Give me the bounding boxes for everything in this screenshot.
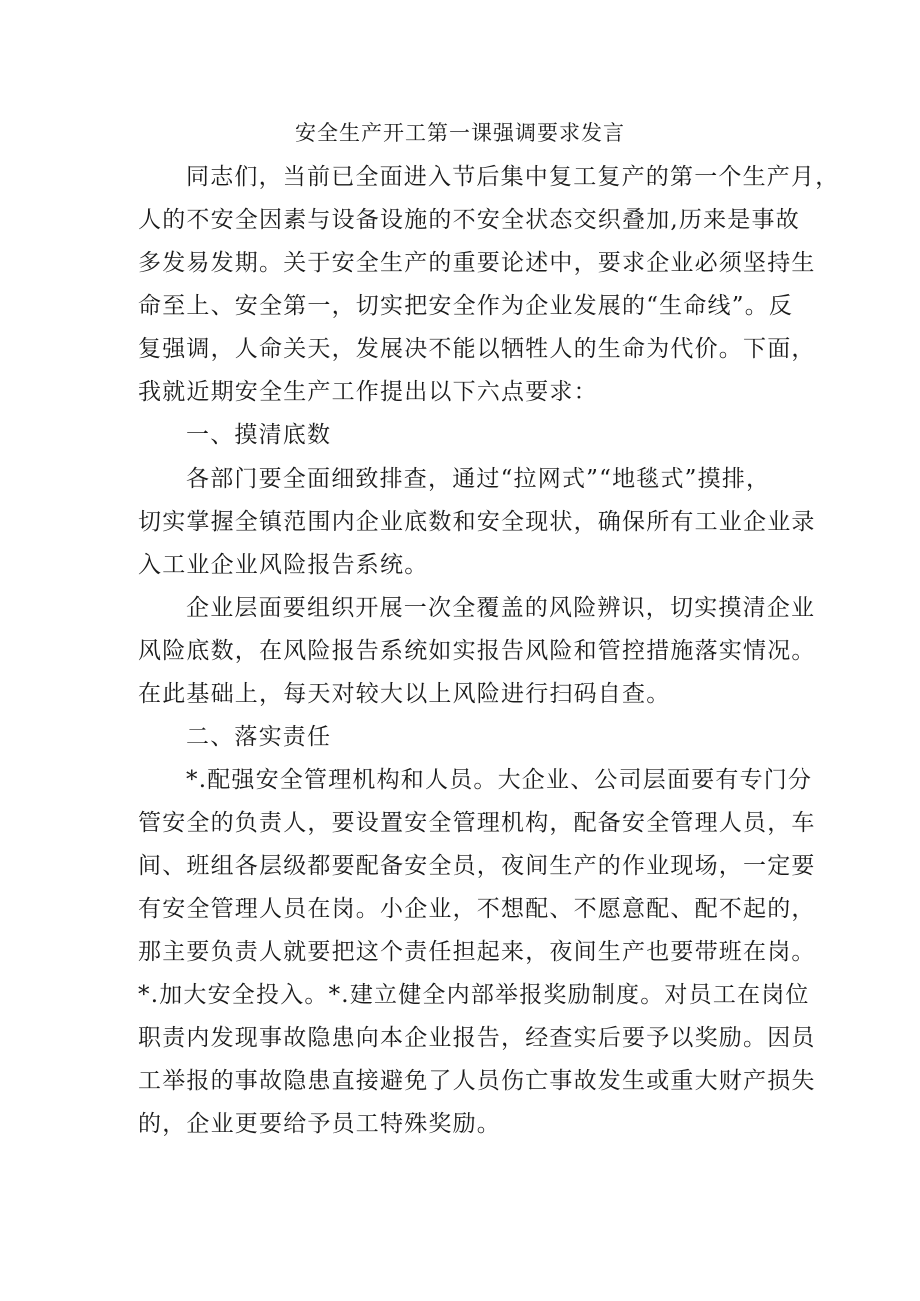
paragraph-line: 那主要负责人就要把这个责任担起来，夜间生产也要带班在岗。 [138,939,816,965]
paragraph-line: 间、班组各层级都要配备安全员，夜间生产的作业现场，一定要 [138,853,816,879]
paragraph-line: 的，企业更要给予员工特殊奖励。 [138,1111,501,1137]
paragraph-line: 复强调，人命关天，发展决不能以牺牲人的生命为代价。下面， [138,336,816,362]
paragraph-line: 企业层面要组织开展一次全覆盖的风险辨识，切实摸清企业 [186,595,816,621]
paragraph-line: *.加大安全投入。*.建立健全内部举报奖励制度。对员工在岗位 [138,982,810,1008]
paragraph-line: 有安全管理人员在岗。小企业，不想配、不愿意配、配不起的， [138,896,816,922]
paragraph-line: 人的不安全因素与设备设施的不安全状态交织叠加,历来是事故 [138,207,800,233]
paragraph-line: 在此基础上，每天对较大以上风险进行扫码自查。 [138,681,671,707]
document-title: 安全生产开工第一课强调要求发言 [295,121,625,145]
section-heading: 一、摸清底数 [186,422,332,448]
section-heading: 二、落实责任 [186,724,332,750]
paragraph-line: 多发易发期。关于安全生产的重要论述中，要求企业必须坚持生 [138,250,816,276]
paragraph-line: 职责内发现事故隐患向本企业报告，经查实后要予以奖励。因员 [138,1025,816,1051]
paragraph-line: 入工业企业风险报告系统。 [138,552,429,578]
paragraph-line: 同志们，当前已全面进入节后集中复工复产的第一个生产月， [186,164,840,190]
paragraph-line: 各部门要全面细致排查，通过“拉网式”“地毯式”摸排， [186,466,771,492]
paragraph-line: 命至上、安全第一，切实把安全作为企业发展的“生命线”。反 [138,293,794,319]
paragraph-line: *.配强安全管理机构和人员。大企业、公司层面要有专门分 [186,767,813,793]
paragraph-line: 工举报的事故隐患直接避免了人员伤亡事故发生或重大财产损失 [138,1068,816,1094]
paragraph-line: 管安全的负责人，要设置安全管理机构，配备安全管理人员，车 [138,810,816,836]
paragraph-line: 切实掌握全镇范围内企业底数和安全现状，确保所有工业企业录 [138,509,816,535]
paragraph-line: 风险底数，在风险报告系统如实报告风险和管控措施落实情况。 [138,638,816,664]
paragraph-line: 我就近期安全生产工作提出以下六点要求： [138,379,598,405]
